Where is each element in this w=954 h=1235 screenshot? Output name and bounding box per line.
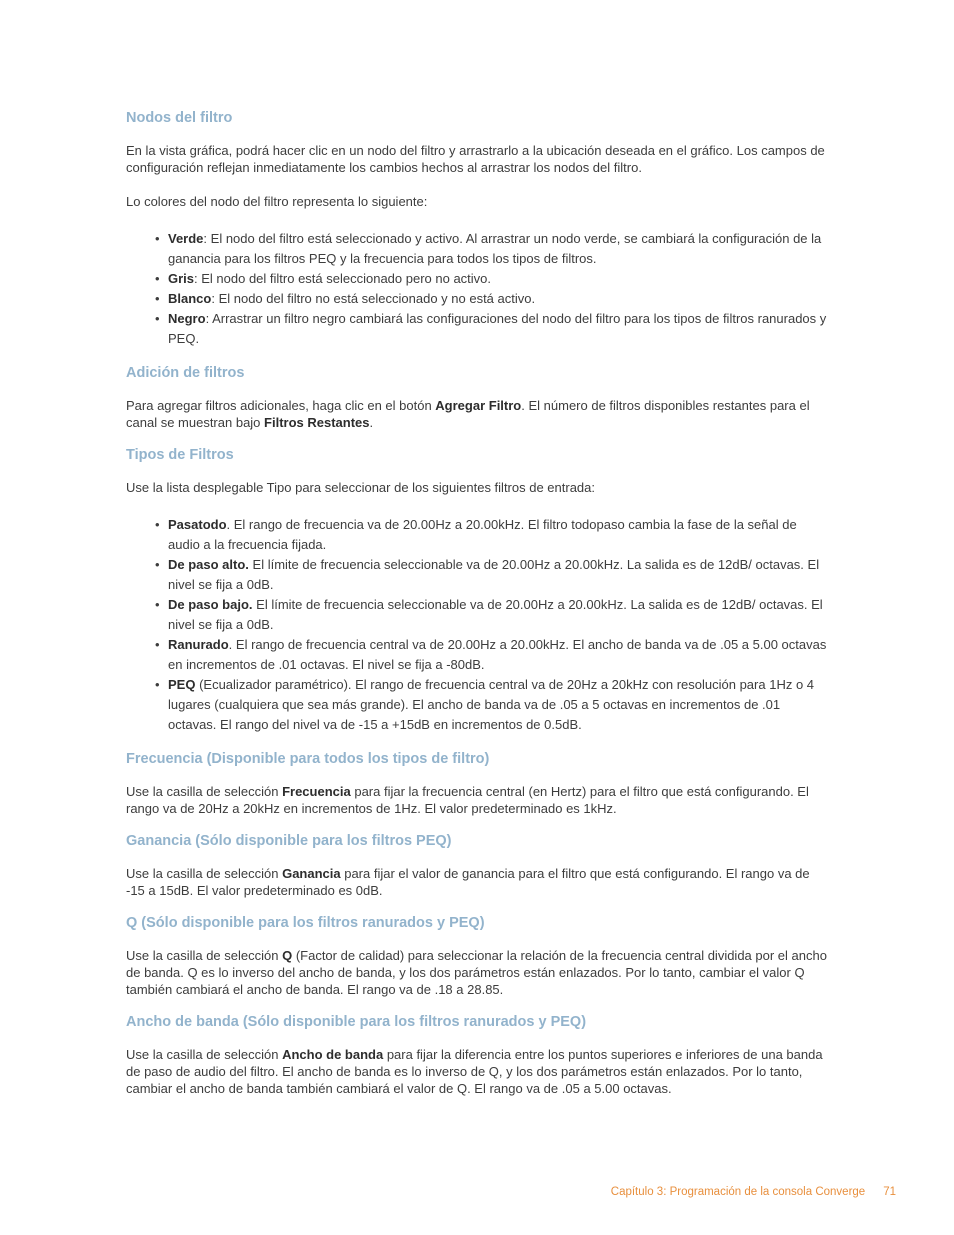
- text-run: : El nodo del filtro está seleccionado y activo. Al arrastrar un nodo verde, se cambiará la configuración de la ganancia para los filtros PEQ y la frecuencia para todos los tipos de filtros.: [168, 231, 822, 266]
- bold-term: Ranurado: [168, 637, 229, 652]
- section-heading: Frecuencia (Disponible para todos los tipos de filtro): [126, 751, 490, 767]
- page-footer: [611, 1186, 896, 1198]
- footer-chapter-title: Capítulo 3: Programación de la consola Converge: [610, 1186, 866, 1198]
- text-run: En la vista gráfica, podrá hacer clic en un nodo del filtro y arrastrarlo a la ubicación deseada en el gráfico. Los campos de configuración reflejan inmediatamente los cambios hechos al arrastrar los nodos del filtro.: [126, 143, 825, 175]
- spacer: [126, 496, 832, 515]
- spacer: [126, 465, 832, 479]
- text-run: Use la casilla de selección: [126, 1047, 283, 1062]
- bold-term: Gris: [168, 271, 195, 286]
- bullet-icon: •: [155, 271, 160, 286]
- spacer: [126, 431, 832, 445]
- spacer: [126, 933, 832, 947]
- spacer: [126, 735, 832, 749]
- bullet-icon: •: [155, 517, 160, 532]
- list-item: [155, 515, 832, 555]
- bold-term: Ganancia: [282, 866, 341, 881]
- bold-term: De paso alto.: [168, 557, 249, 572]
- section: [126, 1012, 832, 1097]
- list-item: [155, 675, 832, 735]
- bold-term: Verde: [168, 231, 204, 246]
- bold-term: Ancho de banda: [282, 1047, 384, 1062]
- bullet-icon: •: [155, 597, 160, 612]
- text-run: para fijar la frecuencia central (en Hertz) para el filtro que está configurando. El rango va de 20Hz a 20kHz en incrementos de 1Hz. El valor predeterminado es 1kHz.: [126, 784, 809, 816]
- section-heading: Adición de filtros: [126, 365, 245, 381]
- text-run: (Ecualizador paramétrico). El rango de frecuencia central va de 20Hz a 20kHz con resolución para 1Hz o 4 lugares (cualquiera que sea más grande). El ancho de banda va de .05 a 5 octavas en incrementos de .01 octavas. El rango del nivel va de -15 a +15dB en incrementos de 0.5dB.: [168, 677, 815, 732]
- section-heading: Ganancia (Sólo disponible para los filtros PEQ): [126, 833, 452, 849]
- spacer: [126, 817, 832, 831]
- text-run: . El rango de frecuencia va de 20.00Hz a 20.00kHz. El filtro todopaso cambia la fase de la señal de audio a la frecuencia fijada.: [168, 517, 797, 552]
- section: [126, 831, 832, 899]
- list-item: [155, 229, 832, 269]
- spacer: [126, 769, 832, 783]
- bold-term: Q: [282, 948, 293, 963]
- bullet-icon: •: [155, 557, 160, 572]
- spacer: [126, 998, 832, 1012]
- bullet-list: [126, 229, 832, 349]
- paragraph: [126, 1046, 832, 1097]
- list-item: [155, 635, 832, 675]
- bold-term: Frecuencia: [282, 784, 351, 799]
- bullet-icon: •: [155, 291, 160, 306]
- text-run: Lo colores del nodo del filtro representa lo siguiente:: [126, 194, 428, 209]
- text-run: Use la casilla de selección: [126, 784, 283, 799]
- text-run: : El nodo del filtro no está seleccionado y no está activo.: [211, 291, 536, 306]
- spacer: [126, 1032, 832, 1046]
- section: [126, 363, 832, 431]
- paragraph: [126, 479, 832, 496]
- section: [126, 108, 832, 349]
- text-run: (Factor de calidad) para seleccionar la relación de la frecuencia central dividida por el ancho de banda. Q es lo inverso del ancho de banda, y los dos parámetros están enlazados. Por lo tanto, cambiar el valor Q también cambiará el ancho de banda. El rango va de .18 a 28.85.: [126, 948, 827, 997]
- bullet-list: [126, 515, 832, 735]
- spacer: [126, 349, 832, 363]
- list-item: [155, 595, 832, 635]
- section-heading: Ancho de banda (Sólo disponible para los filtros ranurados y PEQ): [126, 1014, 587, 1030]
- list-item: [155, 269, 832, 289]
- section-heading: Tipos de Filtros: [126, 447, 234, 463]
- text-run: : El nodo del filtro está seleccionado pero no activo.: [194, 271, 492, 286]
- paragraph: [126, 865, 832, 899]
- bold-term: De paso bajo.: [168, 597, 253, 612]
- bold-term: Blanco: [168, 291, 212, 306]
- bold-term: Negro: [168, 311, 206, 326]
- bold-term: PEQ: [168, 677, 196, 692]
- text-run: .: [369, 415, 374, 430]
- text-run: para fijar la diferencia entre los puntos superiores e inferiores de una banda de paso de audio del filtro. El ancho de banda es lo inverso de Q, y los dos parámetros están enlazados. Por lo tanto, cambiar el ancho de banda también cambiará el valor de Q. El rango va de .05 a 5.00 octavas.: [126, 1047, 823, 1096]
- text-run: Use la casilla de selección: [126, 866, 283, 881]
- section: [126, 749, 832, 817]
- text-run: Para agregar filtros adicionales, haga clic en el botón: [126, 398, 436, 413]
- bold-term: Agregar Filtro: [435, 398, 522, 413]
- spacer: [126, 383, 832, 397]
- list-item: [155, 289, 832, 309]
- page-number: 71: [883, 1186, 896, 1198]
- text-run: : Arrastrar un filtro negro cambiará las configuraciones del nodo del filtro para los tipos de filtros ranurados y PEQ.: [168, 311, 827, 346]
- bold-term: Filtros Restantes: [264, 415, 370, 430]
- document-body: [126, 108, 832, 1097]
- text-run: . El rango de frecuencia central va de 20.00Hz a 20.00kHz. El ancho de banda va de .05 a 5.00 octavas en incrementos de .01 octavas. El nivel se fija a -80dB.: [168, 637, 827, 672]
- bullet-icon: •: [155, 311, 160, 326]
- paragraph: [126, 397, 832, 431]
- text-run: El límite de frecuencia seleccionable va de 20.00Hz a 20.00kHz. La salida es de 12dB/ octavas. El nivel se fija a 0dB.: [168, 597, 823, 632]
- bold-term: Pasatodo: [168, 517, 227, 532]
- paragraph: [126, 193, 832, 210]
- section: [126, 445, 832, 735]
- spacer: [126, 210, 832, 229]
- section: [126, 913, 832, 998]
- bullet-icon: •: [155, 637, 160, 652]
- text-run: Use la casilla de selección: [126, 948, 283, 963]
- paragraph: [126, 783, 832, 817]
- text-run: para fijar el valor de ganancia para el filtro que está configurando. El rango va de -15 a 15dB. El valor predeterminado es 0dB.: [126, 866, 810, 898]
- bullet-icon: •: [155, 677, 160, 692]
- text-run: . El número de filtros disponibles restantes para el canal se muestran bajo: [126, 398, 810, 430]
- list-item: [155, 555, 832, 595]
- bullet-icon: •: [155, 231, 160, 246]
- spacer: [126, 176, 832, 193]
- paragraph: [126, 142, 832, 176]
- spacer: [126, 899, 832, 913]
- paragraph: [126, 947, 832, 998]
- text-run: El límite de frecuencia seleccionable va de 20.00Hz a 20.00kHz. La salida es de 12dB/ octavas. El nivel se fija a 0dB.: [168, 557, 820, 592]
- spacer: [126, 128, 832, 142]
- spacer: [126, 851, 832, 865]
- section-heading: Q (Sólo disponible para los filtros ranurados y PEQ): [126, 915, 485, 931]
- list-item: [155, 309, 832, 349]
- section-heading: Nodos del filtro: [126, 110, 233, 126]
- text-run: Use la lista desplegable Tipo para seleccionar de los siguientes filtros de entrada:: [126, 480, 595, 495]
